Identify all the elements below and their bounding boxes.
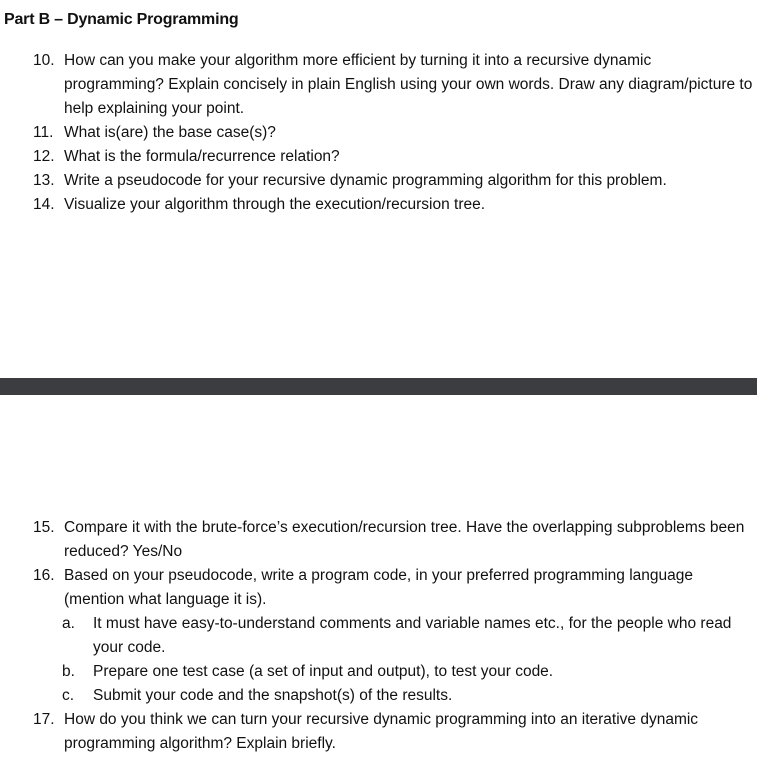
question-list-end [33,708,753,756]
question-11 [33,121,753,145]
subitem-letter: a. [62,615,75,632]
subitem-b [33,660,753,684]
page-divider-bar [0,378,757,395]
question-12 [33,145,753,169]
question-text: How do you think we can turn your recursive dynamic programming into an iterative dynamic programming algorithm? Explain briefly. [64,711,699,752]
subitem-text: Submit your code and the snapshot(s) of the results. [93,687,453,704]
question-number: 15. [33,519,55,536]
question-15 [33,516,753,564]
question-text: Write a pseudocode for your recursive dynamic programming algorithm for this problem. [64,172,667,189]
subitem-text: Prepare one test case (a set of input and output), to test your code. [93,663,554,680]
subitem-c [33,684,753,708]
question-16-subitems [33,612,753,708]
question-text: What is the formula/recurrence relation? [64,148,340,165]
question-text: Based on your pseudocode, write a program code, in your preferred programming language (mention what language it is). [64,567,693,608]
question-number: 16. [33,567,55,584]
question-number: 10. [33,52,55,69]
question-number: 12. [33,148,55,165]
subitem-a [33,612,753,660]
question-number: 17. [33,711,55,728]
question-text: How can you make your algorithm more efficient by turning it into a recursive dynamic programming? Explain concisely in plain English using your own words. Draw any diagram/picture to help explaining your point. [64,52,753,117]
question-13 [33,169,753,193]
question-17 [33,708,753,756]
question-list-bottom [33,516,753,612]
question-16 [33,564,753,612]
question-number: 14. [33,196,55,213]
subitem-letter: b. [62,663,75,680]
question-number: 11. [33,124,54,141]
question-10 [33,49,753,121]
section-heading: Part B – Dynamic Programming [4,11,239,28]
question-number: 13. [33,172,55,189]
question-text: Visualize your algorithm through the execution/recursion tree. [64,196,486,213]
question-14 [33,193,753,217]
subitem-letter: c. [62,687,75,704]
subitem-text: It must have easy-to-understand comments and variable names etc., for the people who read your code. [93,615,732,656]
question-text: What is(are) the base case(s)? [64,124,276,141]
question-list-top [33,49,753,217]
question-text: Compare it with the brute-force’s execution/recursion tree. Have the overlapping subproblems been reduced? Yes/No [64,519,745,560]
